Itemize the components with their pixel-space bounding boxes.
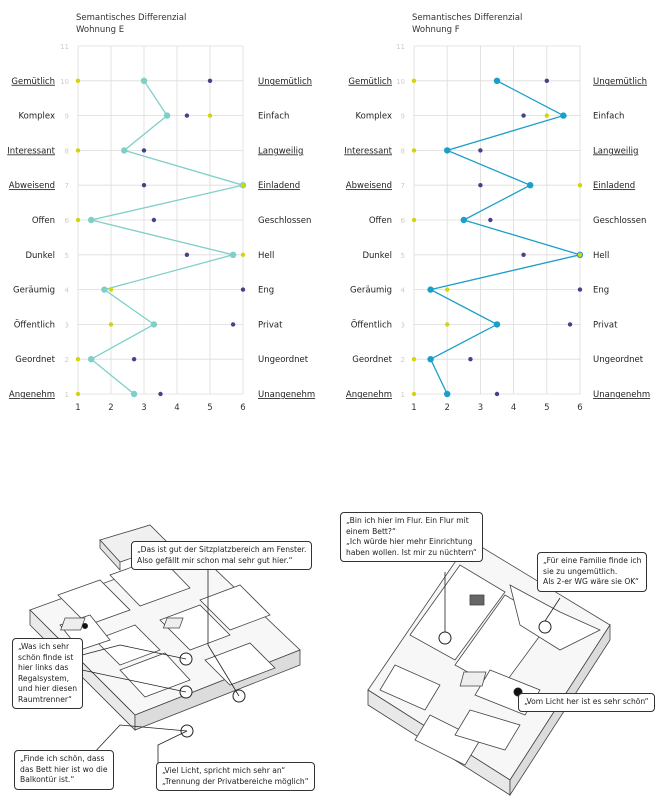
- right-pole-label: Ungemütlich: [593, 76, 648, 87]
- left-pole-label: Offen: [31, 216, 55, 226]
- x-tick-label: 1: [75, 403, 81, 413]
- right-pole-label: Hell: [593, 250, 610, 261]
- x-tick-label: 5: [544, 403, 550, 413]
- right-pole-label: Unangenehm: [258, 390, 316, 400]
- right-pole-label: Eng: [258, 285, 275, 296]
- left-pole-label: Angenehm: [345, 390, 392, 400]
- reference-point: [412, 148, 416, 152]
- left-pole-label: Komplex: [355, 111, 392, 122]
- left-pole-label: Gemütlich: [11, 76, 55, 87]
- right-pole-label: Eng: [593, 285, 610, 296]
- reference-point: [208, 113, 212, 117]
- left-pole-label: Dunkel: [25, 250, 55, 261]
- x-tick-label: 3: [141, 403, 147, 413]
- reference-point: [578, 253, 582, 257]
- reference-point: [132, 357, 136, 361]
- reference-point: [142, 148, 146, 152]
- reference-point: [109, 287, 113, 291]
- y-tick-label: 10: [396, 77, 405, 86]
- data-point: [230, 252, 236, 258]
- y-tick-label: 6: [400, 217, 405, 225]
- right-pole-label: Ungemütlich: [258, 76, 313, 87]
- reference-point: [142, 183, 146, 187]
- left-pole-label: Öffentlich: [13, 320, 55, 331]
- data-point: [444, 391, 450, 397]
- reference-point: [231, 322, 235, 326]
- x-tick-label: 3: [477, 403, 484, 413]
- left-pole-label: Abweisend: [8, 181, 55, 192]
- left-pole-label: Komplex: [18, 111, 55, 122]
- reference-point: [521, 253, 525, 257]
- data-point: [141, 78, 147, 84]
- data-point: [151, 321, 157, 327]
- left-pole-label: Angenehm: [8, 390, 55, 400]
- x-tick-label: 1: [411, 403, 417, 413]
- left-pole-label: Dunkel: [362, 250, 392, 261]
- y-tick-label: 5: [400, 251, 405, 260]
- data-point: [88, 217, 94, 223]
- reference-point: [495, 392, 499, 396]
- quote-f-familie: „Für eine Familie finde ich sie zu ungemütlich. Als 2-er WG wäre sie OK“: [537, 552, 647, 592]
- reference-point: [76, 357, 80, 361]
- y-tick-label: 2: [64, 356, 69, 365]
- reference-point: [578, 183, 582, 187]
- left-pole-label: Öffentlich: [350, 320, 392, 331]
- y-tick-label: 5: [64, 251, 69, 260]
- right-pole-label: Ungeordnet: [258, 355, 309, 366]
- reference-point: [185, 253, 189, 257]
- right-pole-label: Privat: [258, 320, 283, 331]
- right-pole-label: Einfach: [258, 111, 290, 122]
- quote-f-licht: „Vom Licht her ist es sehr schön“: [518, 693, 655, 712]
- y-tick-label: 10: [60, 77, 69, 86]
- y-tick-label: 4: [400, 286, 405, 295]
- x-tick-label: 6: [577, 403, 583, 413]
- data-point: [527, 182, 533, 188]
- data-point: [427, 286, 433, 292]
- left-pole-label: Geräumig: [350, 285, 392, 296]
- y-tick-label: 9: [400, 112, 405, 121]
- reference-point: [578, 287, 582, 291]
- reference-point: [76, 79, 80, 83]
- reference-point: [445, 287, 449, 291]
- right-pole-label: Ungeordnet: [593, 355, 644, 366]
- data-point: [461, 217, 467, 223]
- y-tick-label: 11: [396, 43, 405, 51]
- right-pole-label: Unangenehm: [593, 390, 651, 400]
- y-tick-label: 4: [64, 286, 69, 295]
- data-point: [444, 147, 450, 153]
- left-pole-label: Offen: [368, 216, 392, 226]
- data-point: [494, 321, 500, 327]
- reference-point: [545, 79, 549, 83]
- right-pole-label: Geschlossen: [593, 216, 647, 226]
- reference-point: [76, 218, 80, 222]
- reference-point: [109, 322, 113, 326]
- y-tick-label: 8: [64, 147, 69, 156]
- x-tick-label: 2: [108, 403, 114, 413]
- data-point: [121, 147, 127, 153]
- reference-point: [478, 148, 482, 152]
- left-pole-label: Interessant: [7, 146, 55, 157]
- data-point: [494, 78, 500, 84]
- reference-point: [158, 392, 162, 396]
- y-tick-label: 1: [64, 391, 69, 399]
- right-pole-label: Einladend: [593, 181, 636, 192]
- reference-point: [412, 392, 416, 396]
- x-tick-label: 2: [444, 403, 450, 413]
- reference-point: [412, 218, 416, 222]
- x-tick-label: 5: [207, 403, 213, 413]
- y-tick-label: 7: [64, 182, 69, 191]
- left-pole-label: Geordnet: [15, 355, 55, 366]
- chart-e-title: Semantisches Differenzial: [76, 13, 187, 23]
- left-pole-label: Abweisend: [345, 181, 392, 192]
- quote-f-flur: „Bin ich hier im Flur. Ein Flur mit einem Bett?“ „Ich würde hier mehr Einrichtung haben wollen. Ist mir zu nüchtern“: [340, 512, 483, 562]
- reference-point: [468, 357, 472, 361]
- x-tick-label: 4: [510, 403, 517, 413]
- data-point: [560, 112, 566, 118]
- reference-point: [412, 79, 416, 83]
- right-pole-label: Einladend: [258, 181, 301, 192]
- reference-point: [76, 148, 80, 152]
- y-tick-label: 9: [64, 112, 69, 121]
- series-line: [431, 81, 580, 394]
- right-pole-label: Langweilig: [593, 146, 639, 157]
- chart-f-subtitle: Wohnung F: [412, 25, 460, 35]
- y-tick-label: 11: [60, 43, 69, 51]
- x-tick-label: 4: [174, 403, 180, 413]
- chart-f-title: Semantisches Differenzial: [412, 13, 523, 23]
- left-pole-label: Geordnet: [352, 355, 392, 366]
- right-pole-label: Geschlossen: [258, 216, 312, 226]
- chart-wohnung-e: [0, 0, 330, 420]
- right-pole-label: Privat: [593, 320, 618, 331]
- quote-e-bett: „Finde ich schön, dass das Bett hier ist wo die Balkontür ist.“: [14, 750, 114, 790]
- reference-point: [445, 322, 449, 326]
- y-tick-label: 7: [400, 182, 405, 191]
- x-tick-label: 6: [240, 403, 246, 413]
- reference-point: [241, 253, 245, 257]
- left-pole-label: Gemütlich: [348, 76, 392, 87]
- data-point: [164, 112, 170, 118]
- data-point: [88, 356, 94, 362]
- y-tick-label: 8: [400, 147, 405, 156]
- right-pole-label: Hell: [258, 250, 275, 261]
- reference-point: [478, 183, 482, 187]
- quote-e-licht: „Viel Licht, spricht mich sehr an“ „Trennung der Privatbereiche möglich“: [156, 762, 315, 791]
- quote-e-sitzplatz: „Das ist gut der Sitzplatzbereich am Fenster. Also gefällt mir schon mal sehr gut hier.“: [131, 541, 312, 570]
- reference-point: [412, 357, 416, 361]
- reference-point: [488, 218, 492, 222]
- reference-point: [521, 113, 525, 117]
- right-pole-label: Einfach: [593, 111, 625, 122]
- y-tick-label: 6: [64, 217, 69, 225]
- reference-point: [76, 392, 80, 396]
- reference-point: [185, 113, 189, 117]
- reference-point: [208, 79, 212, 83]
- y-tick-label: 2: [400, 356, 405, 365]
- chart-e-subtitle: Wohnung E: [76, 25, 125, 35]
- data-point: [427, 356, 433, 362]
- reference-point: [152, 218, 156, 222]
- chart-wohnung-f: [330, 0, 660, 420]
- y-tick-label: 3: [400, 321, 405, 330]
- reference-point: [545, 113, 549, 117]
- y-tick-label: 1: [400, 391, 405, 399]
- series-line: [91, 81, 243, 394]
- reference-point: [568, 322, 572, 326]
- left-pole-label: Geräumig: [13, 285, 55, 296]
- reference-point: [241, 183, 245, 187]
- right-pole-label: Langweilig: [258, 146, 304, 157]
- quote-e-regal: „Was ich sehr schön finde ist hier links das Regalsystem, und hier diesen Raumtrenner“: [12, 638, 83, 709]
- reference-point: [241, 287, 245, 291]
- data-point: [131, 391, 137, 397]
- data-point: [101, 286, 107, 292]
- left-pole-label: Interessant: [344, 146, 392, 157]
- y-tick-label: 3: [64, 321, 69, 330]
